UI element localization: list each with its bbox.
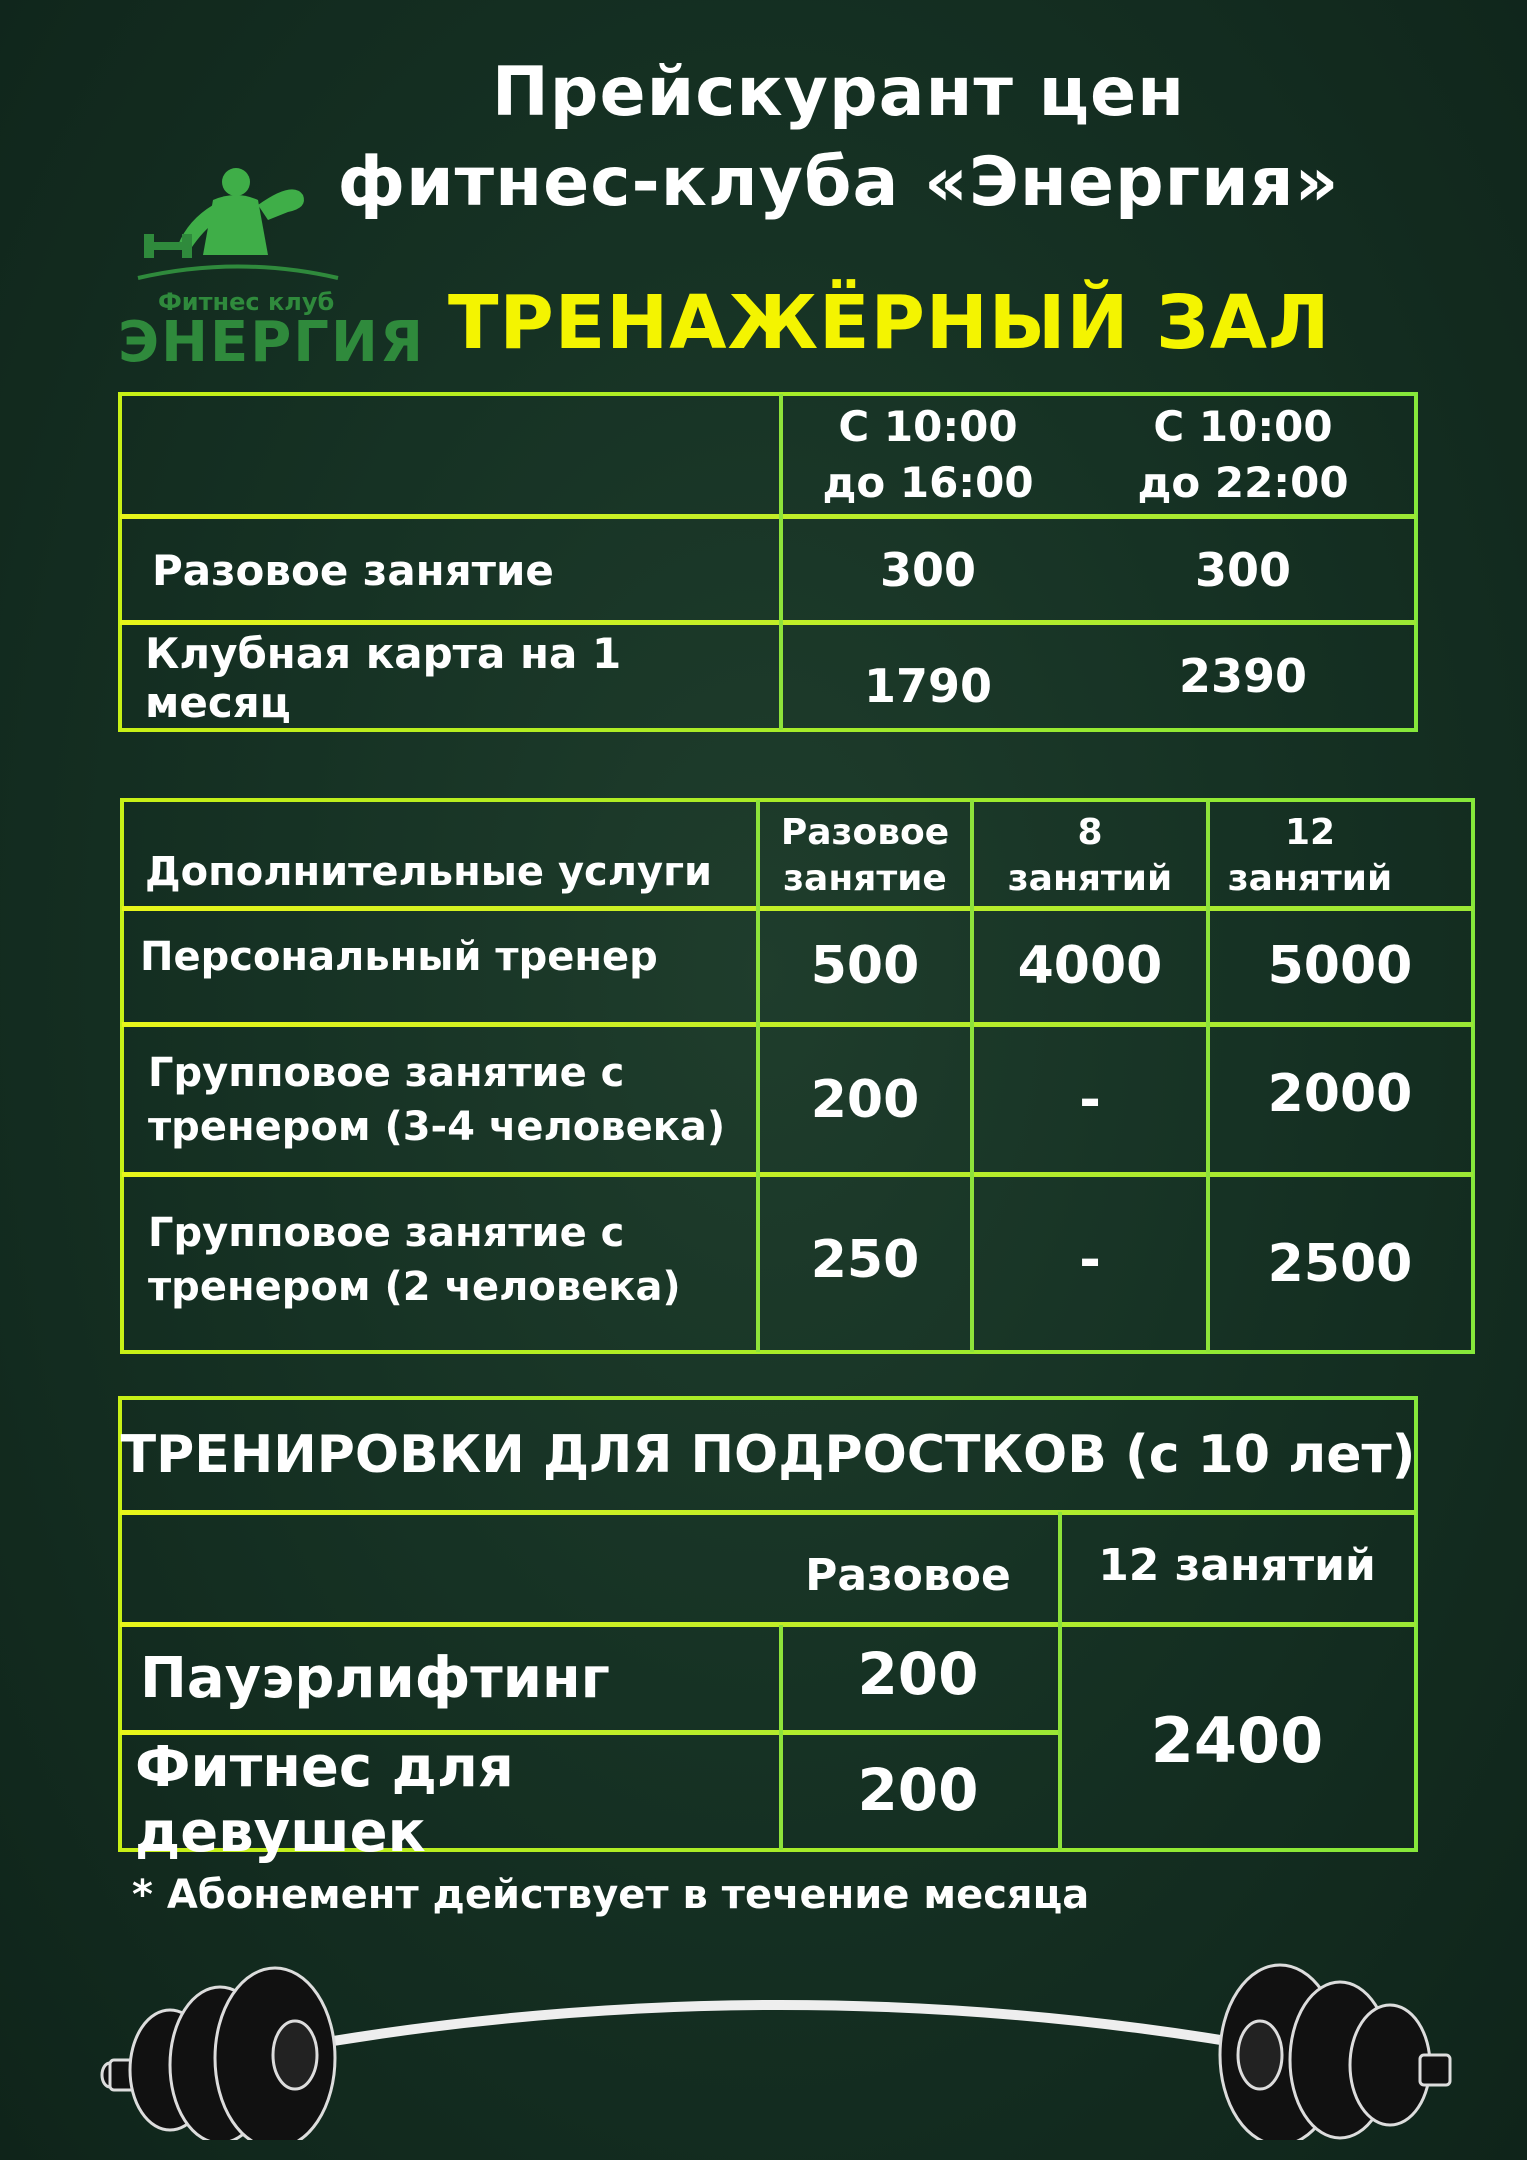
extra-row-value: 200 — [810, 1070, 920, 1130]
gym-row-label: Разовое занятие — [152, 545, 554, 595]
logo-big-text: ЭНЕРГИЯ — [118, 310, 425, 375]
teens-title: ТРЕНИРОВКИ ДЛЯ ПОДРОСТКОВ (с 10 лет) — [120, 1425, 1416, 1485]
extra-row-value: - — [1079, 1230, 1101, 1290]
extra-row-label: Групповое занятие с тренером (3-4 человека) — [148, 1050, 726, 1150]
footnote: * Абонемент действует в течение месяца — [132, 1872, 1090, 1918]
extra-row-label: Персональный тренер — [140, 934, 658, 980]
extra-row-value: 5000 — [1267, 936, 1413, 996]
gym-row-value: 300 — [879, 543, 977, 597]
gym-row-value: 1790 — [863, 659, 993, 713]
gym-row-value: 300 — [1194, 543, 1292, 597]
teens-row-label: Фитнес для девушек — [135, 1735, 514, 1865]
logo — [118, 160, 425, 375]
gym-row-label: Клубная карта на 1 месяц — [145, 629, 622, 727]
extra-row-value: 2000 — [1267, 1064, 1413, 1124]
title-line1: Прейскурант цен — [491, 53, 1186, 132]
logo-small-text: Фитнес клуб — [158, 288, 335, 316]
extra-col: Разовое занятие — [780, 812, 950, 899]
extra-row-value: 4000 — [1017, 936, 1163, 996]
barbell-icon — [100, 1900, 1460, 2140]
gym-col-1: С 10:00 до 16:00 — [822, 402, 1034, 507]
extra-row-value: 250 — [810, 1230, 920, 1290]
extra-row-value: 2500 — [1267, 1234, 1413, 1294]
extra-header: Дополнительные услуги — [145, 849, 713, 895]
extra-col: 12 занятий — [1227, 812, 1393, 899]
extra-col: 8 занятий — [1007, 812, 1173, 899]
gym-col-2: С 10:00 до 22:00 — [1137, 402, 1349, 507]
teens-row-value: 200 — [857, 1756, 979, 1824]
athlete-logo-icon — [118, 160, 358, 290]
extra-row-value: - — [1079, 1070, 1101, 1130]
gym-row-value: 2390 — [1178, 649, 1308, 703]
teens-col-2: 12 занятий — [1098, 1539, 1376, 1591]
extra-row-value: 500 — [810, 936, 920, 996]
section-title: ТРЕНАЖЁРНЫЙ ЗАЛ — [448, 280, 1331, 366]
title-line2: фитнес-клуба «Энергия» — [337, 143, 1340, 222]
teens-col-1: Разовое — [805, 1549, 1011, 1601]
extra-row-label: Групповое занятие с тренером (2 человека) — [148, 1210, 681, 1310]
teens-row-value: 200 — [857, 1640, 979, 1708]
teens-row-label: Пауэрлифтинг — [140, 1645, 610, 1711]
teens-combined-value: 2400 — [1150, 1703, 1324, 1777]
